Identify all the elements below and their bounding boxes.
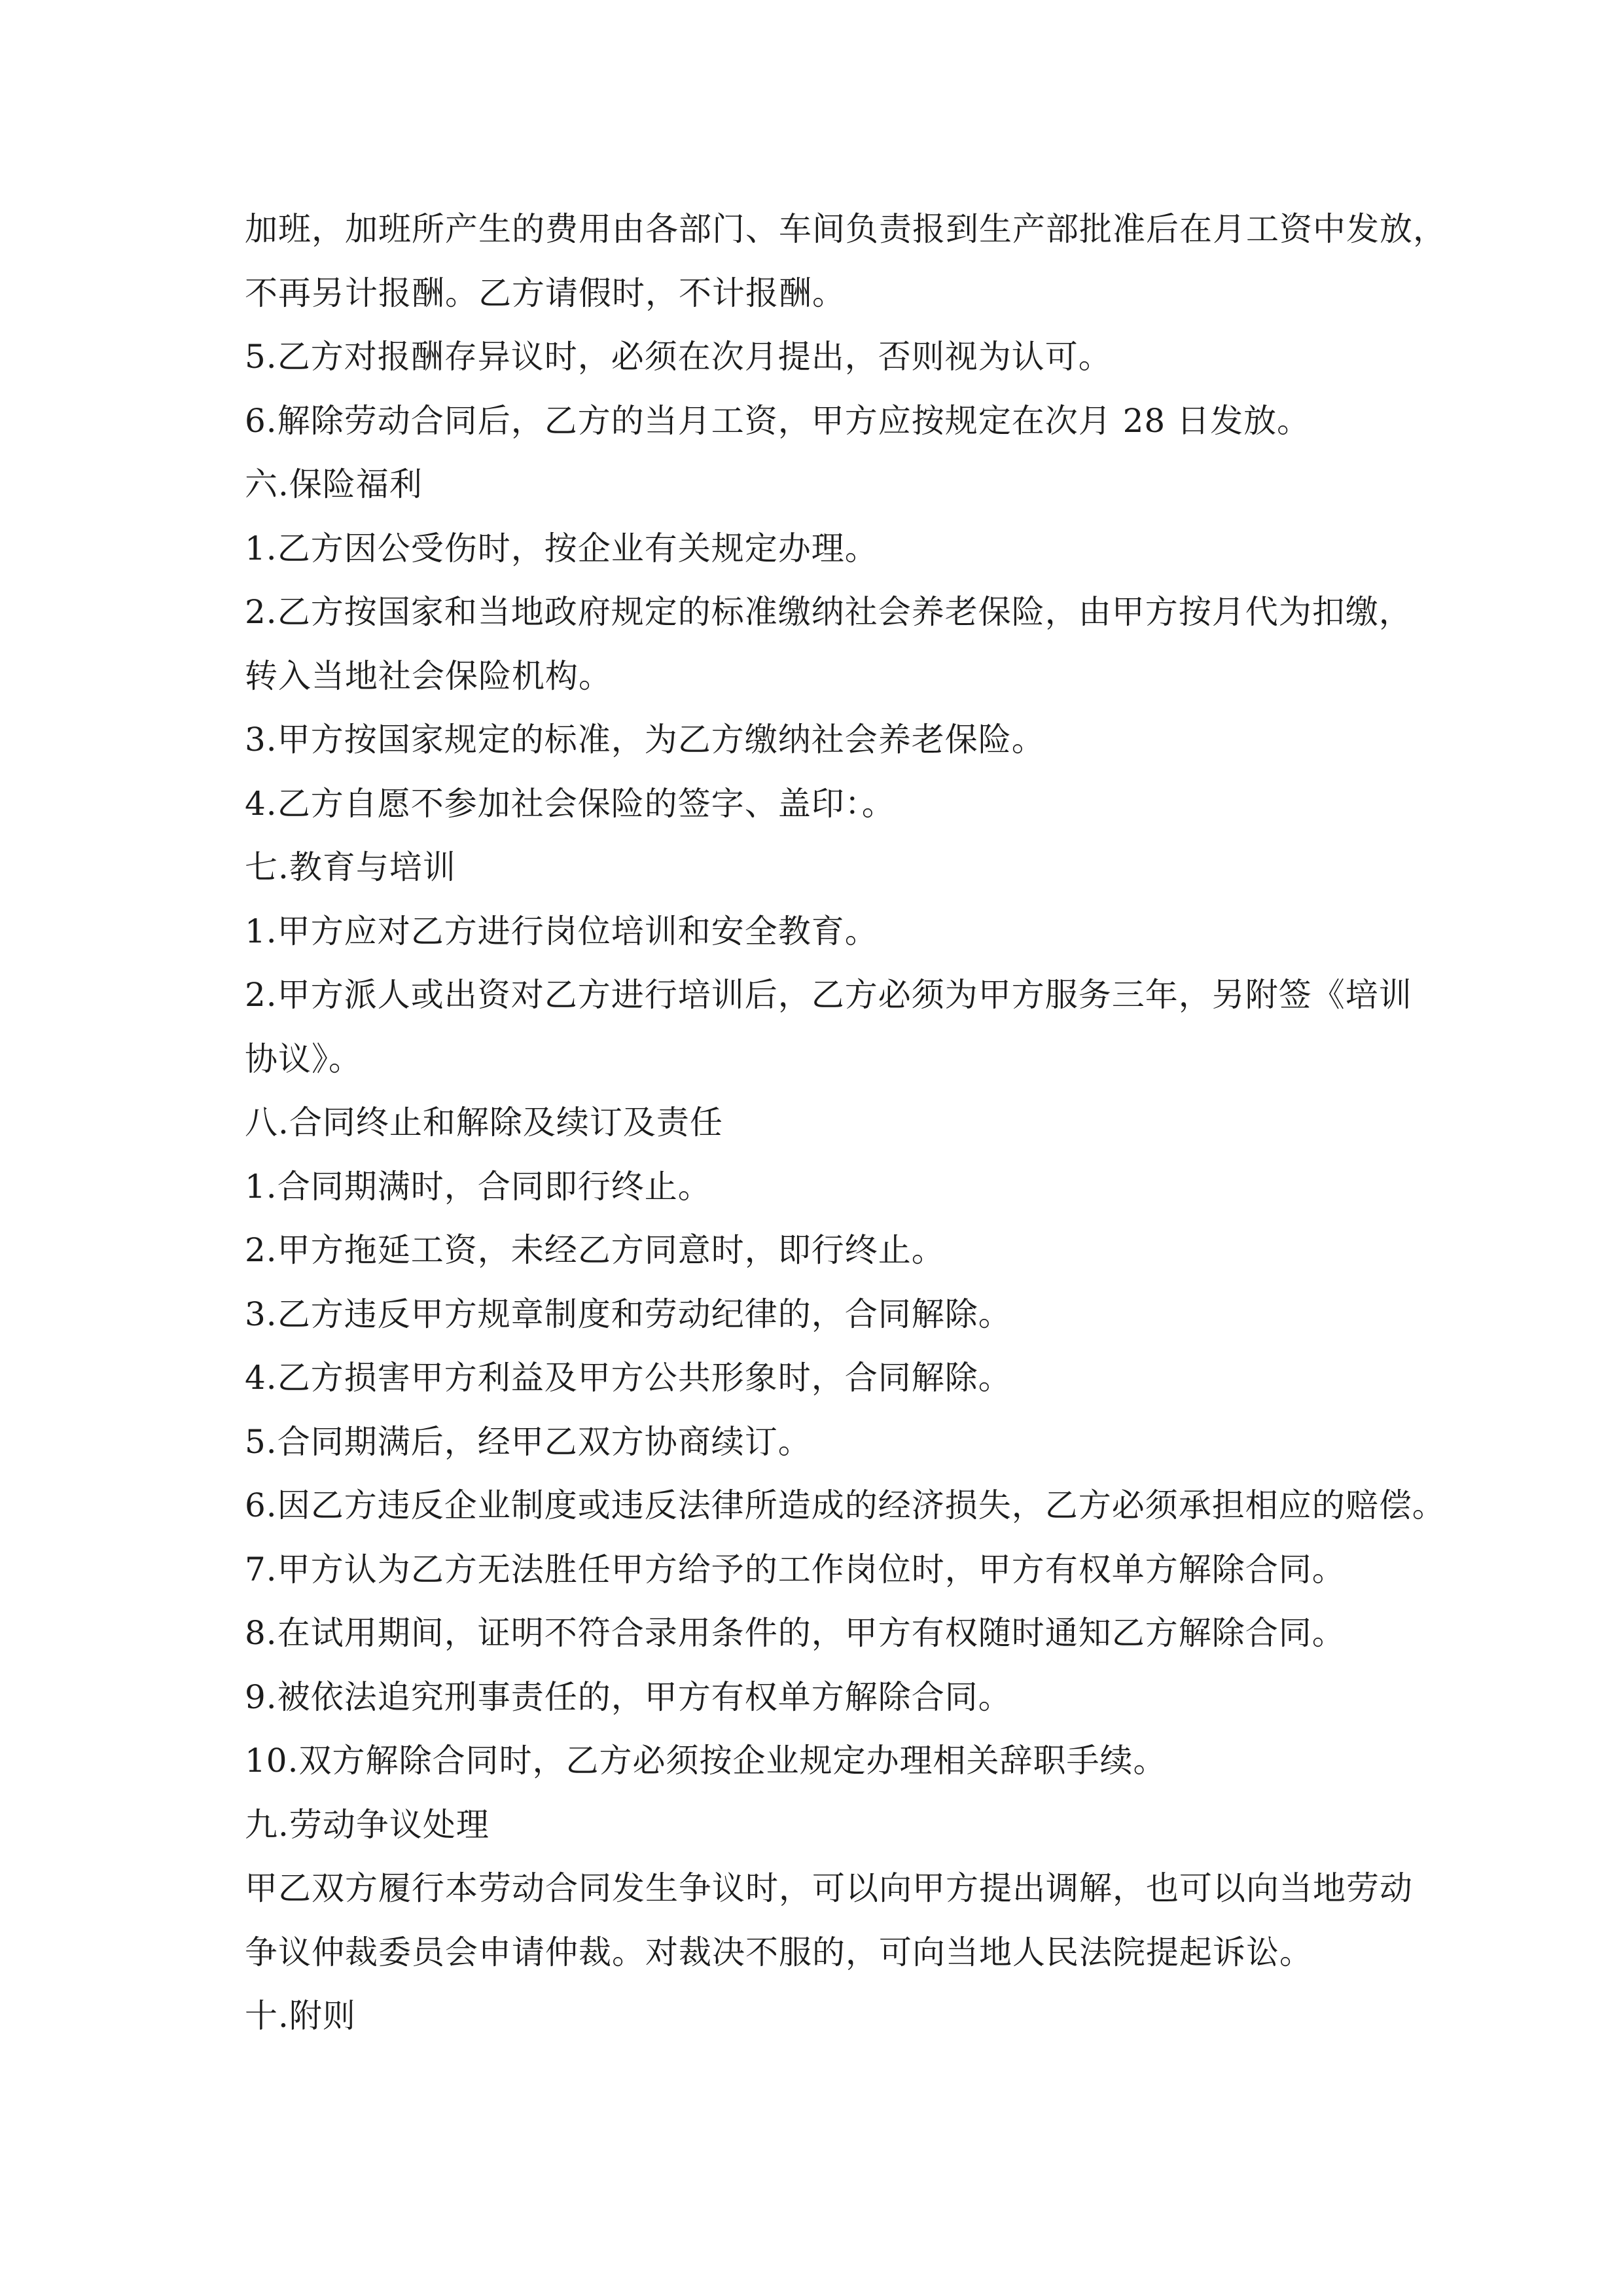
clause-item: 2.乙方按国家和当地政府规定的标准缴纳社会养老保险，由甲方按月代为扣缴，: [245, 593, 1412, 631]
clause-item: 3.乙方违反甲方规章制度和劳动纪律的，合同解除。: [245, 1295, 1012, 1333]
contract-body: [245, 198, 1446, 2049]
paragraph-line: 争议仲裁委员会申请仲裁。对裁决不服的，可向当地人民法院提起诉讼。: [245, 1933, 1313, 1971]
clause-item: 8.在试用期间，证明不符合录用条件的，甲方有权随时通知乙方解除合同。: [245, 1614, 1346, 1652]
clause-continuation: 转入当地社会保险机构。: [245, 656, 612, 695]
clause-item: 2.甲方派人或出资对乙方进行培训后，乙方必须为甲方服务三年，另附签《培训: [245, 976, 1412, 1014]
clause-item: 1.甲方应对乙方进行岗位培训和安全教育。: [245, 912, 878, 950]
paragraph-line: 加班，加班所产生的费用由各部门、车间负责报到生产部批准后在月工资中发放，: [245, 210, 1446, 248]
clause-item: 4.乙方损害甲方利益及甲方公共形象时，合同解除。: [245, 1359, 1012, 1397]
section-heading: 十.附则: [245, 1997, 356, 2035]
clause-item: 6.因乙方违反企业制度或违反法律所造成的经济损失，乙方必须承担相应的赔偿。: [245, 1486, 1446, 1524]
section-heading: 六.保险福利: [245, 465, 423, 503]
paragraph-line: 甲乙双方履行本劳动合同发生争议时，可以向甲方提出调解，也可以向当地劳动: [245, 1869, 1413, 1907]
section-heading: 九.劳动争议处理: [245, 1805, 490, 1844]
clause-item: 7.甲方认为乙方无法胜任甲方给予的工作岗位时，甲方有权单方解除合同。: [245, 1550, 1346, 1588]
section-heading: 七.教育与培训: [245, 848, 456, 886]
clause-item: 6.解除劳动合同后，乙方的当月工资，甲方应按规定在次月 28 日发放。: [245, 401, 1311, 440]
section-heading: 八.合同终止和解除及续订及责任: [245, 1103, 723, 1141]
clause-item: 5.合同期满后，经甲乙双方协商续订。: [245, 1422, 812, 1461]
clause-item: 1.乙方因公受伤时，按企业有关规定办理。: [245, 529, 878, 567]
clause-item: 5.乙方对报酬存异议时，必须在次月提出，否则视为认可。: [245, 338, 1112, 376]
clause-continuation: 协议》。: [245, 1039, 362, 1078]
clause-item: 10.双方解除合同时，乙方必须按企业规定办理相关辞职手续。: [245, 1742, 1167, 1780]
clause-item: 1.合同期满时，合同即行终止。: [245, 1167, 711, 1206]
clause-item: 2.甲方拖延工资，未经乙方同意时，即行终止。: [245, 1231, 945, 1269]
clause-item: 4.乙方自愿不参加社会保险的签字、盖印：。: [245, 784, 895, 823]
paragraph-line: 不再另计报酬。乙方请假时，不计报酬。: [245, 274, 846, 312]
clause-item: 3.甲方按国家规定的标准，为乙方缴纳社会养老保险。: [245, 721, 1045, 759]
clause-item: 9.被依法追究刑事责任的，甲方有权单方解除合同。: [245, 1677, 1012, 1716]
